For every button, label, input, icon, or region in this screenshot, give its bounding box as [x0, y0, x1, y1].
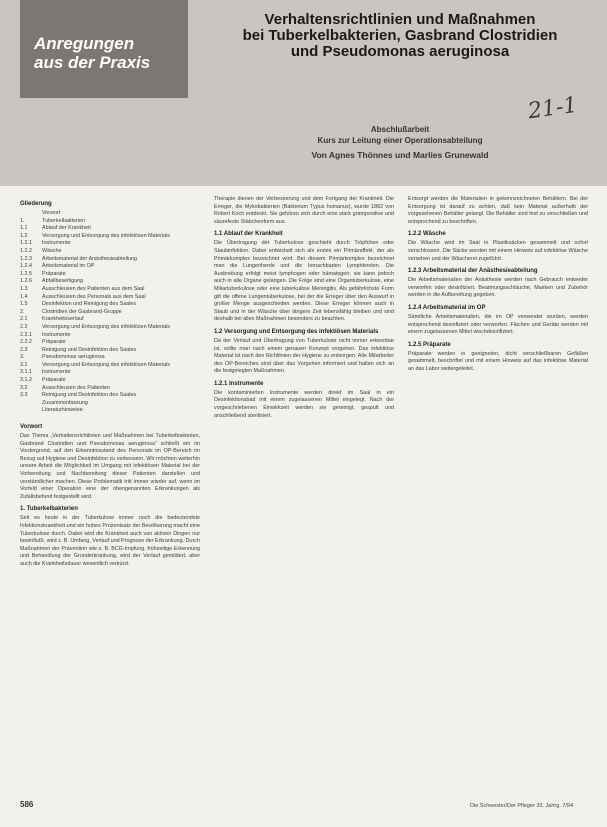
section-1-2-text: Da der Verlauf und Übertragung von Tuberkulose nicht immer erkennbar ist, sollte man nach einem genauen Konzept vorgehen. Das infektiöse Material ist nach den Richtlinien der Hygiene zu entsorgen. Alle Mitarbeiter des OP-Bereiches sind über das Vorgehen informiert und halten sich an die festgelegten Maßnahmen. — [214, 337, 394, 375]
subtitle-line-2: Kurs zur Leitung einer Operationsabteilung — [317, 136, 483, 145]
toc-list — [20, 210, 200, 415]
toc-item-number: 1.2 — [20, 232, 28, 239]
subtitle-line-1: Abschlußarbeit — [370, 125, 430, 134]
toc-item-label: Versorgung und Entsorgung des infektiösen Materials — [42, 232, 170, 239]
toc-item-number: 1.5 — [20, 301, 28, 308]
toc-item-label: Präparate — [42, 377, 66, 384]
toc-item-number: 1.3 — [20, 285, 28, 292]
column-1 — [20, 196, 200, 776]
section-kicker — [34, 34, 184, 72]
toc-item-number: 1.2.1 — [20, 240, 32, 247]
toc-item-label: Clostridien der Gasbrand-Gruppe — [42, 308, 122, 315]
toc-item-label: Vorwort — [42, 210, 61, 216]
toc-item-number: 3.1.1 — [20, 369, 32, 376]
toc-item-label: Arbeitsmaterial im OP — [42, 263, 95, 270]
column-3 — [408, 196, 588, 776]
section-1-2-4-heading: 1.2.4 Arbeitsmaterial im OP — [408, 304, 486, 311]
toc-item-number — [20, 400, 42, 408]
toc-item-label: Präparate — [42, 339, 66, 346]
toc-item — [20, 377, 200, 385]
toc-item-number: 1.2.3 — [20, 255, 32, 262]
toc-item-number: 3.1.2 — [20, 377, 32, 384]
toc-item-label: Ausschleusen des Personals aus dem Saal — [42, 293, 146, 300]
toc-item — [20, 362, 200, 370]
toc-item — [20, 286, 200, 294]
toc-item — [20, 332, 200, 340]
section-1-2-1-heading: 1.2.1 Instrumente — [214, 380, 264, 387]
toc-item-number: 1. — [20, 217, 25, 224]
kicker-line-1: Anregungen — [34, 34, 135, 53]
toc-item — [20, 400, 200, 408]
toc-item — [20, 354, 200, 362]
toc-item — [20, 309, 200, 317]
toc-item — [20, 316, 200, 324]
section-1-2-heading: 1.2 Versorgung und Entsorgung des infektiösen Materials — [214, 328, 379, 335]
toc-item-number: 1.4 — [20, 293, 28, 300]
toc-item-label: Arbeitsmaterial der Anästhesieabteilung — [42, 255, 137, 262]
toc-item — [20, 278, 200, 286]
toc-item — [20, 369, 200, 377]
toc-item — [20, 407, 200, 415]
section-1-2-3-text: Die Arbeitsmaterialien der Anästhesie werden nach Gebrauch entweder verworfen oder desinfiziert. Beatmungsschläuche, Masken und Zubehör werden in die Aufbereitung gegeben. — [408, 277, 588, 299]
toc-item — [20, 263, 200, 271]
toc-item-label: Instrumente — [42, 240, 71, 247]
toc-item-number — [20, 210, 42, 218]
column-3-intro: Entsorgt werden die Materialien in gekennzeichneten Behältern. Bei der Entsorgung ist darauf zu achten, daß kein Material außerhalb der vorgesehenen Behälter gelangt. Die Behälter sind fest zu verschließen und entsprechend zu beschriften. — [408, 196, 588, 225]
page-number: 586 — [20, 800, 34, 809]
toc-item — [20, 225, 200, 233]
toc-item — [20, 339, 200, 347]
section-1-1-text: Die Übertragung der Tuberkulose geschieht durch Tröpfchen oder Staubinfektion. Dabei entwickelt sich als erstes ein Primäraffekt, der als Primärkomplex bezeichnet wird. Bei diesem Primärkomplex bezeichnet man die Lungenherde und die benachbarten Lymphknoten. Die Ausbreitung erfolgt meist lymphogen oder hämatogen; sie kann jedoch auch in alle Organe gelangen. Die Folge sind eine Organtuberkulose, eine Miliartuberkulose oder eine tuberkulöse Meningitis. Als gefährlichste Form gilt die offene Lungentuberkulose, bei der die Erreger über den Auswurf in großer Menge ausgeschieden werden. Diese Erreger können auch in Staub und in der Wäsche über längere Zeit lebensfähig bleiben und sind deshalb bei allen Maßnahmen besonders zu beachten. — [214, 240, 394, 323]
toc-item-label: Krankheitsverlauf — [42, 316, 84, 323]
toc-item-number: 2.3 — [20, 346, 28, 353]
toc-item — [20, 301, 200, 309]
column-2 — [214, 196, 394, 776]
toc-item — [20, 256, 200, 264]
section-1-2-3-heading: 1.2.3 Arbeitsmaterial der Anästhesieabteilung — [408, 268, 538, 275]
column-2-intro: Therapie dienen der Verbesserung und dem Fortgang der Krankheit. Die Erreger, die Mykobakterien (Bakterium Typus humanus), wurde 1882 von Robert Koch entdeckt. Sie gehören sich durch eine stark grampositive und säurefeste Stäbchenform aus. — [214, 196, 394, 225]
article-title — [210, 12, 590, 60]
toc-item-number: 2.2.1 — [20, 331, 32, 338]
toc-item-number: 3.3 — [20, 392, 28, 399]
section-1-heading: 1. Tuberkelbakterien — [20, 506, 78, 513]
kicker-line-2: aus der Praxis — [34, 53, 151, 72]
toc-item-label: Präparate — [42, 270, 66, 277]
toc-item-number: 1.2.4 — [20, 263, 32, 270]
toc-item-label: Tuberkelbakterien — [42, 217, 85, 224]
toc-item — [20, 218, 200, 226]
toc-item-number: 2.2 — [20, 323, 28, 330]
authors: Von Agnes Thönnes und Marlies Grunewald — [311, 150, 489, 160]
toc-item-number: 1.1 — [20, 225, 28, 232]
toc-item-label: Zusammenfassung — [42, 399, 88, 406]
toc-item-number: 1.2.6 — [20, 278, 32, 285]
toc-item-label: Reinigung und Desinfektion des Saales — [42, 346, 137, 353]
handwritten-note: 21-1 — [526, 92, 579, 125]
header-banner — [0, 0, 607, 186]
toc-item-number: 3. — [20, 354, 25, 361]
title-line-2: bei Tuberkelbakterien, Gasbrand Clostridien — [242, 27, 558, 44]
section-1-2-5-heading: 1.2.5 Präparate — [408, 341, 451, 348]
toc-item-number: 2.2.2 — [20, 339, 32, 346]
toc-item-number: 3.1 — [20, 361, 28, 368]
section-1-2-5-text: Präparate werden in geeigneten, dicht verschließbaren Gefäßen gesammelt, beschriftet und mit einem Hinweis auf das infektiöse Material an das Labor weitergeleitet. — [408, 350, 588, 372]
section-1-2-1-text: Die kontaminierten Instrumente werden direkt im Saal in ein Desinfektionsbad mit einem zugelassenen Mittel eingelegt. Nach der vorgeschriebenen Einwirkzeit werden sie gereinigt, gespült und anschließend sterilisiert. — [214, 389, 394, 419]
section-1-2-2-text: Die Wäsche wird im Saal in Plastiksäcken gesammelt und sofort verschlossen. Die Säcke werden mit einem Hinweis auf infektiöse Wäsche versehen und der Wäscherei zugeführt. — [408, 240, 588, 262]
section-1-2-2-heading: 1.2.2 Wäsche — [408, 231, 446, 238]
toc-item-label: Pseudomonas aeruginosa — [42, 354, 105, 361]
toc-item-label: Abfallbeseitigung — [42, 278, 84, 285]
section-1-1-heading: 1.1 Ablauf der Krankheit — [214, 231, 283, 238]
toc-item — [20, 233, 200, 241]
journal-footer: Die Schwester/Der Pfleger 33. Jahrg. 7/94 — [470, 803, 574, 809]
toc-item-label: Instrumente — [42, 331, 71, 338]
toc-heading: Gliederung — [20, 201, 52, 207]
title-line-3: und Pseudomonas aeruginosa — [290, 43, 510, 60]
toc-item-number: 1.2.2 — [20, 247, 32, 254]
toc-item-number: 2.1 — [20, 316, 28, 323]
section-1-text: Seit es heute in der Tuberkulose immer noch die bedeutendste Infektionskrankheit und ein hohes Prozentsatz der Bevölkerung macht eine Tuberkulose durch. Dabei wird die Krankheit auch von aktiven Dingen nur beeinflußt, wird z. B. Umfang, Verlauf und Prognose der Erkrankung. Durch Maßnahmen der Prävention wie z. B. BCG-Impfung, frühzeitige Erkennung und Behandlung der Grunderkrankung, wird der Verlauf gemildert, aber auch die Krankheitsdauer wesentlich verkürzt. — [20, 515, 200, 567]
toc-item-label: Wäsche — [42, 247, 62, 254]
vorwort-text: Das Thema „Verhaltensrichtlinien und Maßnahmen bei Tuberkelbakterien, Gasbrand Clostridien und Pseudomonas aeruginosa“ schließt ein im Vordergrund, auf den Erkenntnisstand des Personals im OP-Bereich im Bezug auf Hygiene und Desinfektion zu verbessern. Wir möchten weiterhin unsere Arbeit die Möglichkeit im Umgang mit infektiösen Material bei der Vorbereitung und Nachbereitung dieser Patienten darstellen und verständlicher machen. Diese Problematik tritt immer wieder auf, wenn im Vorfeld einer Operation eine der obengenannten Erkrankungen als Zufallsbefund festgestellt wird. — [20, 433, 200, 500]
toc-item-number: 1.2.5 — [20, 270, 32, 277]
toc-item-label: Literaturhinweise — [42, 407, 83, 414]
toc-item-label: Desinfektion und Reinigung des Saales — [42, 301, 137, 308]
toc-item-label: Instrumente — [42, 369, 71, 376]
toc-item-label: Versorgung und Entsorgung des infektiösen Materials — [42, 361, 170, 368]
toc-item — [20, 294, 200, 302]
toc-item — [20, 271, 200, 279]
toc-item — [20, 210, 200, 218]
toc-item-label: Reinigung und Desinfektion des Saales — [42, 392, 137, 399]
vorwort-heading: Vorwort — [20, 424, 43, 431]
toc-item-label: Versorgung und Entsorgung des infektiösen Materials — [42, 323, 170, 330]
toc-item — [20, 347, 200, 355]
toc-item — [20, 324, 200, 332]
toc-item — [20, 240, 200, 248]
toc-item-number: 2. — [20, 308, 25, 315]
title-line-1: Verhaltensrichtlinien und Maßnahmen — [264, 11, 536, 28]
toc-item — [20, 248, 200, 256]
toc-item-label: Ausschleusen des Patienten aus dem Saal — [42, 285, 145, 292]
toc-item-number: 3.2 — [20, 384, 28, 391]
section-kicker-box — [20, 0, 188, 98]
toc-item — [20, 385, 200, 393]
section-1-2-4-text: Sämtliche Arbeitsmaterialien, die im OP verwendet wurden, werden entsprechend desinfiziert oder verworfen. Flächen und Geräte werden mit einem zugelassenen Mittel wischdesinfiziert. — [408, 313, 588, 336]
toc-item — [20, 392, 200, 400]
article-meta — [230, 124, 570, 161]
toc-item-label: Ablauf der Krankheit — [42, 225, 91, 232]
toc-item-label: Ausschleusen des Patienten — [42, 384, 111, 391]
toc-item-number — [20, 407, 42, 415]
